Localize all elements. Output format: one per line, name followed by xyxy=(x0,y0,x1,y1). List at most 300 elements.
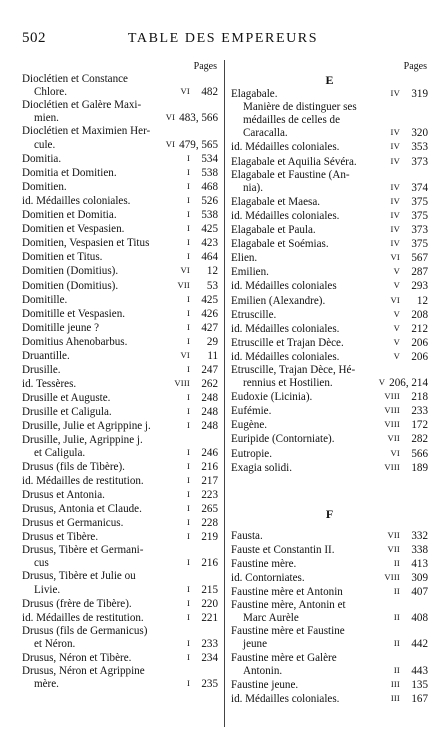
page-title: TABLE DES EMPEREURS xyxy=(127,31,319,46)
entry-name xyxy=(22,280,173,293)
entry-name-line: mien. xyxy=(34,112,59,125)
entry-name-line: Elagabale. xyxy=(231,88,278,101)
entry-volume: II xyxy=(393,664,400,675)
entry-name xyxy=(231,323,390,336)
entry-page: 218 xyxy=(411,391,428,404)
entry-name xyxy=(231,693,387,706)
entry-volume: I xyxy=(186,460,190,471)
index-entry xyxy=(231,557,428,571)
entry-page: 407 xyxy=(411,586,428,599)
entry-name-line: Dioclétien et Maximien Her- xyxy=(22,125,151,138)
index-entry xyxy=(22,570,218,596)
entry-name xyxy=(231,101,387,140)
entry-name xyxy=(231,391,380,404)
entry-name-line: Faustine mère et Galère xyxy=(231,651,337,664)
entry-page: 248 xyxy=(201,420,218,433)
index-entry xyxy=(22,488,218,502)
entry-name-line: Manière de distinguer ses xyxy=(243,101,357,114)
entry-volume: V xyxy=(393,266,400,277)
index-entry xyxy=(22,474,218,488)
entry-name xyxy=(22,99,162,125)
entry-page: 373 xyxy=(411,224,428,237)
entry-page: 282 xyxy=(411,433,428,446)
index-entry xyxy=(231,350,428,364)
entry-name xyxy=(22,378,170,391)
entry-volume: VI xyxy=(165,138,176,149)
entry-page: 567 xyxy=(411,252,428,265)
entry-name xyxy=(231,309,390,322)
entry-name-line: rennius et Hostilien. xyxy=(243,377,333,390)
section-f-entry-list xyxy=(231,529,428,706)
entry-name-line: Drusus et Germanicus. xyxy=(22,517,124,530)
index-entry xyxy=(22,625,218,651)
entry-name-line: Drusus et Antonia. xyxy=(22,488,105,501)
index-entry xyxy=(231,195,428,209)
entry-name-line: Etruscille, Trajan Dèce, Hé- xyxy=(231,363,356,376)
entry-name xyxy=(22,503,183,516)
entry-name-line: id. Médailles coloniales xyxy=(231,280,337,293)
entry-volume: V xyxy=(378,377,386,388)
entry-page: 172 xyxy=(411,419,428,432)
entry-volume: I xyxy=(186,307,190,318)
entry-page: 442 xyxy=(411,638,428,651)
index-entry xyxy=(22,307,218,321)
entry-name-line: id. Contorniates. xyxy=(231,572,305,584)
entry-name-line: Druantille. xyxy=(22,349,70,362)
entry-page: 408 xyxy=(411,612,428,625)
entry-name-line: Domitien (Domitius). xyxy=(22,265,119,278)
entry-page: 373 xyxy=(411,155,428,168)
entry-name-line: Domitien, Vespasien et Titus xyxy=(22,237,150,250)
entry-volume: I xyxy=(186,652,190,663)
index-entry xyxy=(22,349,218,363)
entry-name xyxy=(231,88,387,101)
entry-page: 206 xyxy=(411,336,428,349)
entry-name xyxy=(231,252,387,265)
entry-volume: VIII xyxy=(384,405,400,416)
entry-volume: IV xyxy=(390,195,400,206)
index-entry xyxy=(22,208,218,222)
entry-page: 235 xyxy=(201,678,218,691)
entry-volume: II xyxy=(393,638,400,649)
entry-volume: VIII xyxy=(384,419,400,430)
entry-page: 413 xyxy=(411,557,428,570)
entry-volume: I xyxy=(186,474,190,485)
entry-name-line: Domitien et Titus. xyxy=(22,251,103,264)
entry-name-line: Drusille et Auguste. xyxy=(22,392,111,405)
entry-page: 375 xyxy=(411,209,428,222)
entry-page: 233 xyxy=(201,637,218,650)
entry-page: 247 xyxy=(201,364,218,377)
entry-name xyxy=(22,153,183,166)
entry-name xyxy=(22,336,183,349)
index-entry xyxy=(231,336,428,350)
entry-name xyxy=(231,530,383,543)
entry-name xyxy=(22,475,183,488)
index-entry xyxy=(22,73,218,99)
entry-volume: VII xyxy=(177,279,190,290)
entry-page: 234 xyxy=(201,652,218,665)
entry-page: 534 xyxy=(201,152,218,165)
entry-volume: VI xyxy=(180,265,190,276)
index-entry xyxy=(231,625,428,651)
right-column xyxy=(231,60,428,706)
entry-page: 233 xyxy=(411,405,428,418)
entry-name-line: Faustine mère, Antonin et xyxy=(231,599,346,612)
entry-name xyxy=(22,531,183,544)
entry-volume: I xyxy=(186,223,190,234)
entry-name xyxy=(22,251,183,264)
index-entry xyxy=(231,364,428,390)
index-entry xyxy=(22,321,218,335)
index-entry xyxy=(231,432,428,446)
entry-name xyxy=(22,392,183,405)
index-entry xyxy=(231,652,428,678)
index-entry xyxy=(231,209,428,223)
entry-page: 353 xyxy=(411,141,428,154)
entry-volume: IV xyxy=(390,127,400,138)
entry-name xyxy=(22,517,183,530)
index-entry xyxy=(22,222,218,236)
entry-volume: I xyxy=(186,406,190,417)
index-entry xyxy=(22,194,218,208)
entry-page: 423 xyxy=(201,237,218,250)
entry-volume: IV xyxy=(390,155,400,166)
entry-volume: I xyxy=(186,392,190,403)
entry-page: 468 xyxy=(201,180,218,193)
entry-name xyxy=(22,308,183,321)
entry-name-line: et Néron. xyxy=(34,637,76,650)
entry-name xyxy=(231,433,383,446)
entry-name-line: Euripide (Contorniate). xyxy=(231,433,335,446)
entry-volume: V xyxy=(393,308,400,319)
entry-name-line: cus xyxy=(34,557,49,570)
entry-page: 293 xyxy=(411,280,428,293)
index-entry xyxy=(22,391,218,405)
entry-page: 189 xyxy=(411,461,428,474)
entry-page: 248 xyxy=(201,392,218,405)
entry-name-line: Domitien (Domitius). xyxy=(22,279,119,292)
index-entry xyxy=(231,418,428,432)
entry-volume: VI xyxy=(180,349,190,360)
entry-volume: V xyxy=(393,280,400,291)
index-entry xyxy=(231,447,428,461)
entry-page: 287 xyxy=(411,266,428,279)
index-entry xyxy=(231,390,428,404)
entry-volume: I xyxy=(186,597,190,608)
entry-name-line: Drusus (fils de Germanicus) xyxy=(22,624,148,637)
entry-page: 167 xyxy=(411,692,428,705)
entry-volume: I xyxy=(186,583,190,594)
entry-page: 248 xyxy=(201,406,218,419)
entry-name-line: cule. xyxy=(34,138,56,151)
entry-volume: IV xyxy=(390,238,400,249)
entry-page: 425 xyxy=(201,293,218,306)
entry-page: 425 xyxy=(201,223,218,236)
entry-page: 375 xyxy=(411,195,428,208)
entry-page: 29 xyxy=(206,335,218,348)
entry-page: 464 xyxy=(201,251,218,264)
entry-name-line: nia). xyxy=(243,181,264,194)
entry-name-line: Dioclétien et Constance xyxy=(22,73,128,86)
entry-name-line: médailles de celles de xyxy=(243,114,341,127)
column-divider xyxy=(224,60,225,727)
entry-volume: VII xyxy=(387,529,400,540)
entry-page: 215 xyxy=(201,583,218,596)
entry-volume: I xyxy=(186,364,190,375)
entry-name xyxy=(22,544,183,570)
entry-page: 483, 566 xyxy=(179,112,218,125)
index-entry xyxy=(22,460,218,474)
index-entry xyxy=(22,405,218,419)
entry-name xyxy=(231,652,390,678)
index-entry xyxy=(231,294,428,308)
index-entry xyxy=(231,404,428,418)
entry-page: 526 xyxy=(201,194,218,207)
entry-volume: VII xyxy=(387,543,400,554)
entry-name xyxy=(22,195,183,208)
entry-name-line: Domitien. xyxy=(22,180,67,193)
entry-name xyxy=(231,210,387,223)
entry-name xyxy=(231,280,390,293)
entry-volume: VI xyxy=(390,447,400,458)
index-entry xyxy=(22,419,218,433)
left-column xyxy=(22,60,218,691)
entry-name xyxy=(231,169,387,195)
entry-name xyxy=(22,294,183,307)
entry-name xyxy=(22,209,183,222)
entry-name-line: Faustine mère et Faustine xyxy=(231,625,345,638)
entry-name-line: Drusus, Antonia et Claude. xyxy=(22,503,142,515)
entry-volume: II xyxy=(393,557,400,568)
entry-name-line: Drusus (frère de Tibère). xyxy=(22,597,132,610)
entry-page: 208 xyxy=(411,308,428,321)
entry-volume: V xyxy=(393,322,400,333)
entry-name xyxy=(22,665,183,691)
entry-name-line: Eutropie. xyxy=(231,447,272,460)
entry-page: 220 xyxy=(201,597,218,610)
entry-name xyxy=(22,598,183,611)
entry-name xyxy=(22,420,183,433)
index-entry xyxy=(231,237,428,251)
entry-name-line: Drusus (fils de Tibère). xyxy=(22,460,125,473)
entry-volume: III xyxy=(390,692,400,703)
entry-name xyxy=(231,572,380,585)
index-entry xyxy=(22,99,218,125)
entry-name-line: Domitille et Vespasien. xyxy=(22,307,126,320)
entry-volume: III xyxy=(390,678,400,689)
pages-column-heading: Pages xyxy=(193,61,217,72)
entry-name xyxy=(22,652,183,665)
index-entry xyxy=(231,678,428,692)
entry-name xyxy=(22,612,183,625)
entry-volume: IV xyxy=(390,141,400,152)
entry-name-line: id. Médailles de restitution. xyxy=(22,474,144,487)
entry-name xyxy=(231,544,383,557)
entry-page: 566 xyxy=(411,447,428,460)
entry-name xyxy=(22,625,183,651)
entry-name-line: Drusus, Tibère et Julie ou xyxy=(22,570,136,583)
entry-name-line: Elagabale et Maesa. xyxy=(231,195,321,208)
entry-name-line: Marc Aurèle xyxy=(243,612,299,625)
entry-name xyxy=(22,350,177,363)
index-entry xyxy=(22,335,218,349)
entry-page: 11 xyxy=(207,349,218,362)
entry-volume: V xyxy=(393,350,400,361)
entry-name-line: Domitius Ahenobarbus. xyxy=(22,335,128,348)
index-entry xyxy=(22,611,218,625)
entry-volume: VII xyxy=(387,433,400,444)
entry-page: 216 xyxy=(201,557,218,570)
index-entry xyxy=(231,101,428,140)
entry-name-line: Antonin. xyxy=(243,664,283,677)
entry-volume: I xyxy=(186,531,190,542)
index-entry xyxy=(231,461,428,475)
entry-name-line: Elien. xyxy=(231,252,258,265)
entry-name-line: Drusille, Julie et Agrippine j. xyxy=(22,420,151,433)
entry-name-line: Domitien et Domitia. xyxy=(22,209,117,222)
entry-volume: I xyxy=(186,152,190,163)
entry-volume: I xyxy=(186,251,190,262)
index-entry xyxy=(22,250,218,264)
index-entry xyxy=(22,544,218,570)
index-entry xyxy=(22,166,218,180)
entry-name-line: Drusille et Caligula. xyxy=(22,406,112,419)
index-entry xyxy=(22,434,218,460)
entry-name xyxy=(231,364,375,390)
entry-volume: VI xyxy=(165,112,176,123)
entry-name-line: mère. xyxy=(34,678,59,691)
index-entry xyxy=(22,264,218,278)
index-entry xyxy=(231,87,428,101)
entry-page: 375 xyxy=(411,238,428,251)
index-entry xyxy=(231,265,428,279)
entry-name-line: Domitille jeune ? xyxy=(22,321,100,334)
entry-name-line: Elagabale et Aquilia Sévéra. xyxy=(231,155,357,168)
entry-name-line: Eudoxie (Licinia). xyxy=(231,391,313,404)
page-number: 502 xyxy=(22,30,46,46)
entry-name-line: Elagabale et Faustine (An- xyxy=(231,168,350,181)
entry-volume: I xyxy=(186,488,190,499)
entry-page: 427 xyxy=(201,321,218,334)
index-entry xyxy=(22,152,218,166)
entry-name xyxy=(231,337,390,350)
entry-page: 246 xyxy=(201,446,218,459)
entry-volume: I xyxy=(186,209,190,220)
entry-volume: I xyxy=(186,293,190,304)
pages-column-heading-right: Pages xyxy=(403,61,427,72)
entry-name-line: Etruscille et Trajan Dèce. xyxy=(231,336,344,349)
entry-name-line: Eugène. xyxy=(231,419,268,432)
index-entry xyxy=(231,169,428,195)
entry-name-line: Drusus et Tibère. xyxy=(22,531,99,544)
entry-name-line: jeune xyxy=(243,638,268,651)
entry-volume: VIII xyxy=(174,378,190,389)
entry-page: 217 xyxy=(201,474,218,487)
index-entry xyxy=(22,180,218,194)
entry-name xyxy=(231,599,390,625)
entry-page: 262 xyxy=(201,378,218,391)
entry-page: 538 xyxy=(201,166,218,179)
entry-page: 206, 214 xyxy=(389,377,428,390)
entry-volume: I xyxy=(186,180,190,191)
entry-volume: II xyxy=(393,586,400,597)
entry-volume: I xyxy=(186,335,190,346)
entry-name-line: Exagia solidi. xyxy=(231,461,293,474)
entry-name-line: Faustine mère et Antonin xyxy=(231,586,343,599)
entry-name xyxy=(22,223,183,236)
entry-volume: VI xyxy=(390,294,400,305)
entry-page: 212 xyxy=(411,322,428,335)
entry-volume: I xyxy=(186,611,190,622)
entry-name xyxy=(22,570,183,596)
entry-page: 53 xyxy=(206,279,218,292)
entry-page: 223 xyxy=(201,488,218,501)
entry-page: 206 xyxy=(411,350,428,363)
entry-name-line: Emilien. xyxy=(231,266,269,279)
entry-name xyxy=(22,434,183,460)
entry-page: 320 xyxy=(411,127,428,140)
entry-page: 216 xyxy=(201,460,218,473)
entry-name xyxy=(231,462,380,475)
entry-page: 12 xyxy=(416,294,428,307)
entry-name xyxy=(231,448,387,461)
entry-name-line: id. Médailles coloniales. xyxy=(231,692,340,705)
index-entry xyxy=(231,585,428,599)
entry-name-line: id. Médailles coloniales. xyxy=(22,194,131,207)
index-entry xyxy=(231,251,428,265)
entry-page: 479, 565 xyxy=(179,138,218,151)
entry-name xyxy=(231,586,390,599)
entry-volume: I xyxy=(186,503,190,513)
entry-name-line: id. Tessères. xyxy=(22,378,77,391)
index-entry xyxy=(231,692,428,706)
entry-name xyxy=(231,224,387,237)
entry-name xyxy=(231,351,390,364)
entry-volume: IV xyxy=(390,181,400,192)
entry-name xyxy=(22,322,183,335)
entry-volume: VIII xyxy=(384,461,400,472)
entry-name-line: Caracalla. xyxy=(243,127,288,140)
index-entry xyxy=(22,502,218,516)
entry-name-line: Drusille, Julie, Agrippine j. xyxy=(22,433,143,446)
entry-name-line: Elagabale et Paula. xyxy=(231,224,316,237)
entry-name-line: Chlore. xyxy=(34,86,67,99)
entry-name-line: Faustine mère. xyxy=(231,557,297,570)
entry-volume: V xyxy=(393,336,400,347)
entry-name xyxy=(231,558,390,571)
section-letter-e: E xyxy=(325,73,334,88)
index-entry xyxy=(22,279,218,293)
entry-page: 228 xyxy=(201,517,218,530)
entry-volume: I xyxy=(186,557,190,568)
entry-name-line: Etruscille. xyxy=(231,308,277,321)
entry-name xyxy=(22,181,183,194)
entry-volume: I xyxy=(186,446,190,457)
entry-name xyxy=(22,167,183,180)
entry-name-line: Emilien (Alexandre). xyxy=(231,294,326,307)
entry-name xyxy=(22,406,183,419)
section-letter-f: F xyxy=(325,506,334,521)
entry-name xyxy=(231,419,380,432)
entry-name-line: Elagabale et Soémias. xyxy=(231,238,329,251)
index-entry xyxy=(22,597,218,611)
entry-page: 332 xyxy=(411,529,428,542)
entry-name-line: id. Médailles coloniales. xyxy=(231,141,340,154)
entry-volume: II xyxy=(393,612,400,623)
entry-name-line: et Caligula. xyxy=(34,446,86,459)
entry-name-line: Domitia. xyxy=(22,152,62,165)
